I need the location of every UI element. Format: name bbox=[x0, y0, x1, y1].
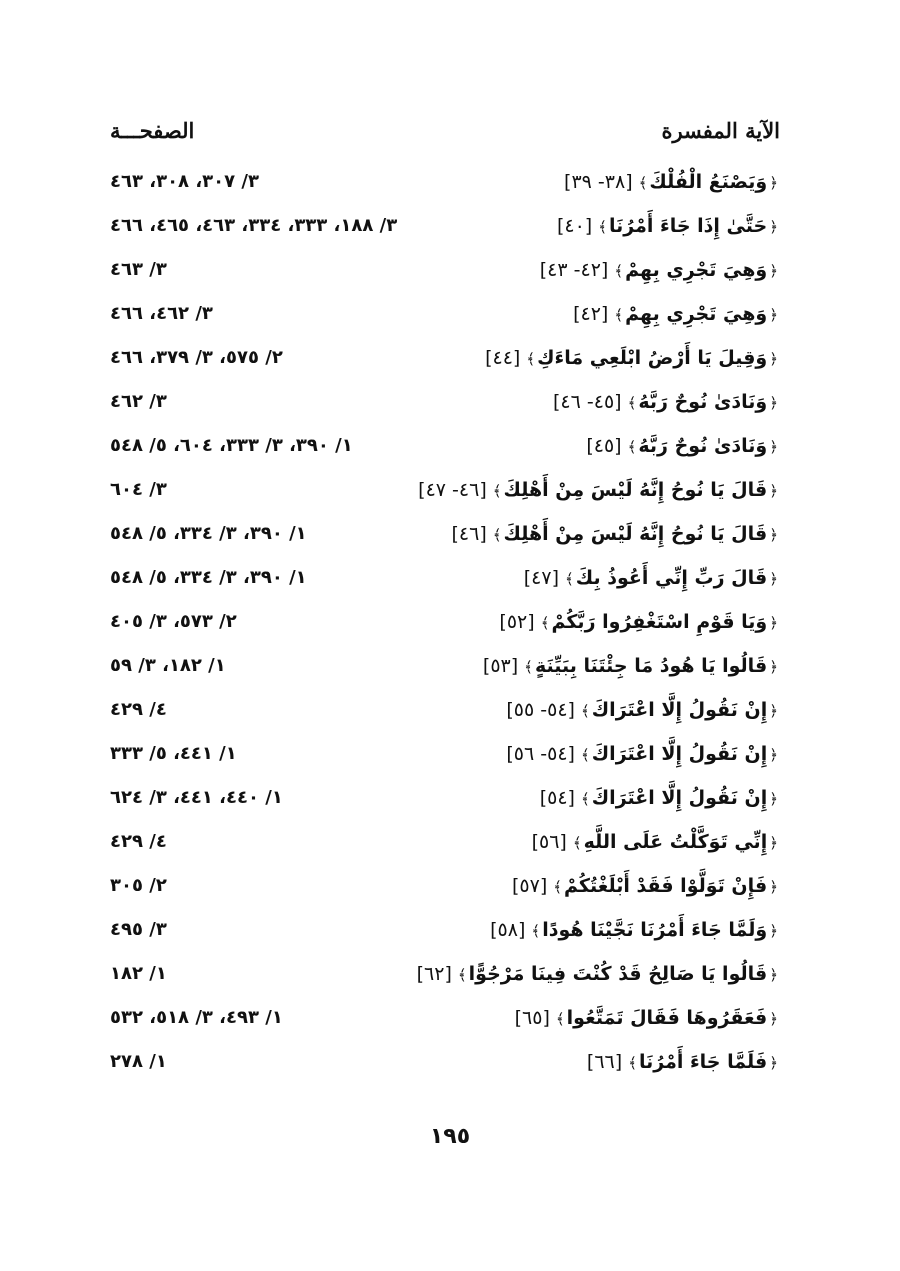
ornate-bracket-close: ﴾ bbox=[524, 658, 533, 676]
list-item bbox=[110, 600, 780, 644]
ornate-bracket-open: ﴿ bbox=[769, 394, 778, 412]
ornate-bracket-open: ﴿ bbox=[769, 966, 778, 984]
verse-entry bbox=[553, 380, 780, 425]
ornate-bracket-open: ﴿ bbox=[769, 658, 778, 676]
ornate-bracket-open: ﴿ bbox=[769, 438, 778, 456]
verse-entry bbox=[524, 556, 780, 601]
verse-entry bbox=[540, 776, 780, 821]
verse-reference: [٤٦] bbox=[451, 523, 487, 545]
list-item bbox=[110, 864, 780, 908]
table-header bbox=[110, 118, 780, 152]
ornate-bracket-open: ﴿ bbox=[769, 262, 778, 280]
verse-entry bbox=[506, 732, 780, 777]
list-item bbox=[110, 556, 780, 600]
page-references: ٢/ ٥٧٥، ٣/ ٣٧٩، ٤٦٦ bbox=[110, 347, 283, 368]
verse-reference: [٥٨] bbox=[490, 919, 526, 941]
page-references: ٣/ ٦٠٤ bbox=[110, 479, 167, 500]
header-verse-column: الآية المفسرة bbox=[661, 118, 780, 143]
verse-reference: [٥٣] bbox=[482, 655, 519, 677]
verse-entry bbox=[587, 1040, 780, 1085]
ornate-bracket-open: ﴿ bbox=[769, 746, 778, 764]
verse-text: قَالُوا يَا صَالِحُ قَدْ كُنْتَ فِينَا مَرْجُوًّا bbox=[468, 963, 768, 985]
ornate-bracket-close: ﴾ bbox=[492, 526, 502, 544]
ornate-bracket-open: ﴿ bbox=[769, 482, 778, 500]
verse-reference: [٦٦] bbox=[586, 1051, 623, 1073]
list-item bbox=[110, 380, 780, 424]
ornate-bracket-close: ﴾ bbox=[627, 438, 637, 456]
verse-reference: [٥٤] bbox=[539, 787, 575, 809]
ornate-bracket-open: ﴿ bbox=[769, 702, 778, 720]
page-references: ١/ ٤٤٠، ٤٤١، ٣/ ٦٢٤ bbox=[110, 787, 283, 808]
list-item bbox=[110, 732, 780, 776]
ornate-bracket-close: ﴾ bbox=[457, 966, 467, 984]
ornate-bracket-open: ﴿ bbox=[769, 834, 778, 852]
page-references: ٣/ ٣٠٧، ٣٠٨، ٤٦٣ bbox=[110, 171, 259, 192]
ornate-bracket-open: ﴿ bbox=[769, 790, 778, 808]
ornate-bracket-open: ﴿ bbox=[769, 922, 778, 940]
ornate-bracket-close: ﴾ bbox=[614, 306, 624, 324]
verse-text: إِنْ نَقُولُ إِلَّا اعْتَرَاكَ bbox=[591, 787, 768, 809]
verse-text: وَهِيَ تَجْرِي بِهِمْ bbox=[625, 259, 768, 281]
page-number: ١٩٥ bbox=[429, 1124, 471, 1149]
ornate-bracket-open: ﴿ bbox=[769, 350, 778, 368]
verse-reference: [٥٢] bbox=[499, 611, 535, 633]
verse-entry bbox=[417, 952, 780, 997]
ornate-bracket-close: ﴾ bbox=[531, 922, 541, 940]
verse-entry bbox=[532, 820, 780, 865]
list-item bbox=[110, 1040, 780, 1084]
verse-reference: [٥٤- ٥٥] bbox=[506, 699, 575, 721]
verse-entry bbox=[564, 160, 780, 205]
verse-entry bbox=[573, 292, 780, 337]
page-references: ١/ ٣٩٠، ٣/ ٣٣٣، ٦٠٤، ٥/ ٥٤٨ bbox=[110, 435, 353, 456]
ornate-bracket-close: ﴾ bbox=[555, 1010, 565, 1028]
page-references: ١/ ٤٤١، ٥/ ٣٣٣ bbox=[110, 743, 237, 764]
verse-text: إِنْ نَقُولُ إِلَّا اعْتَرَاكَ bbox=[591, 743, 768, 765]
ornate-bracket-close: ﴾ bbox=[565, 570, 574, 588]
verse-entry bbox=[490, 908, 780, 953]
list-item bbox=[110, 820, 780, 864]
ornate-bracket-open: ﴿ bbox=[769, 526, 778, 544]
header-page-column: الصفحـــة bbox=[110, 118, 195, 143]
ornate-bracket-close: ﴾ bbox=[540, 614, 550, 632]
verse-entry bbox=[586, 424, 780, 469]
ornate-bracket-close: ﴾ bbox=[580, 790, 590, 808]
ornate-bracket-close: ﴾ bbox=[572, 834, 582, 852]
ornate-bracket-close: ﴾ bbox=[526, 350, 536, 368]
verse-text: فَعَقَرُوهَا فَقَالَ تَمَتَّعُوا bbox=[566, 1007, 768, 1029]
verse-entry bbox=[557, 204, 780, 249]
verse-entry bbox=[451, 512, 780, 557]
verse-entry bbox=[499, 600, 780, 645]
ornate-bracket-close: ﴾ bbox=[614, 262, 624, 280]
ornate-bracket-open: ﴿ bbox=[769, 1010, 778, 1028]
ornate-bracket-close: ﴾ bbox=[553, 878, 563, 896]
verse-text: وَهِيَ تَجْرِي بِهِمْ bbox=[625, 303, 768, 325]
verse-reference: [٤٢- ٤٣] bbox=[539, 259, 609, 281]
ornate-bracket-open: ﴿ bbox=[769, 174, 778, 192]
list-item bbox=[110, 248, 780, 292]
list-item bbox=[110, 908, 780, 952]
ornate-bracket-open: ﴿ bbox=[769, 218, 778, 236]
page-references: ٤/ ٤٢٩ bbox=[110, 831, 167, 852]
verse-entry bbox=[506, 688, 780, 733]
verse-text: فَإِنْ تَوَلَّوْا فَقَدْ أَبْلَغْتُكُمْ bbox=[564, 875, 768, 897]
verse-reference: [٤٦- ٤٧] bbox=[418, 479, 487, 501]
verse-text: وَيَا قَوْمِ اسْتَغْفِرُوا رَبَّكُمْ bbox=[551, 611, 768, 633]
page-references: ٢/ ٥٧٣، ٣/ ٤٠٥ bbox=[110, 611, 237, 632]
verse-reference: [٤٠] bbox=[556, 215, 593, 237]
list-item bbox=[110, 468, 780, 512]
page-references: ٣/ ٤٦٣ bbox=[110, 259, 167, 280]
page-references: ١/ ٢٧٨ bbox=[110, 1051, 167, 1072]
ornate-bracket-close: ﴾ bbox=[580, 702, 590, 720]
list-item bbox=[110, 204, 780, 248]
list-item bbox=[110, 688, 780, 732]
verse-entry bbox=[515, 996, 780, 1041]
ornate-bracket-open: ﴿ bbox=[769, 614, 778, 632]
verse-reference: [٤٢] bbox=[573, 303, 609, 325]
page-references: ١/ ٣٩٠، ٣/ ٣٣٤، ٥/ ٥٤٨ bbox=[110, 567, 307, 588]
list-item bbox=[110, 336, 780, 380]
page-references: ٣/ ٤٦٢، ٤٦٦ bbox=[110, 303, 213, 324]
verse-entry bbox=[540, 248, 780, 293]
verse-reference: [٥٧] bbox=[511, 875, 548, 897]
verse-reference: [٤٧] bbox=[523, 567, 559, 589]
verse-reference: [٥٦] bbox=[531, 831, 567, 853]
list-item bbox=[110, 160, 780, 204]
page-references: ٣/ ١٨٨، ٣٣٣، ٣٣٤، ٤٦٣، ٤٦٥، ٤٦٦ bbox=[110, 215, 398, 236]
verse-text: قَالَ يَا نُوحُ إِنَّهُ لَيْسَ مِنْ أَهْلِكَ bbox=[503, 479, 768, 501]
verse-text: وَلَمَّا جَاءَ أَمْرُنَا نَجَّيْنَا هُودًا bbox=[542, 919, 768, 941]
verse-text: قَالُوا يَا هُودُ مَا جِئْتَنَا بِبَيِّنَةٍ bbox=[534, 655, 768, 677]
page-references: ١/ ١٨٢ bbox=[110, 963, 167, 984]
list-item bbox=[110, 512, 780, 556]
page-references: ١/ ١٨٢، ٣/ ٥٩ bbox=[110, 655, 226, 676]
verse-entry bbox=[418, 468, 780, 513]
verse-entry bbox=[483, 644, 780, 689]
verse-reference: [٦٢] bbox=[416, 963, 452, 985]
verse-entry bbox=[485, 336, 780, 381]
ornate-bracket-close: ﴾ bbox=[580, 746, 590, 764]
verse-text: وَيَصْنَعُ الْفُلْكَ bbox=[649, 171, 768, 193]
verse-reference: [٦٥] bbox=[514, 1007, 550, 1029]
verse-text: إِنْ نَقُولُ إِلَّا اعْتَرَاكَ bbox=[591, 699, 768, 721]
ornate-bracket-open: ﴿ bbox=[769, 1054, 778, 1072]
page-references: ٣/ ٤٦٢ bbox=[110, 391, 167, 412]
ornate-bracket-close: ﴾ bbox=[598, 218, 607, 236]
page-references: ٢/ ٣٠٥ bbox=[110, 875, 167, 896]
verse-text: وَنَادَىٰ نُوحٌ رَبَّهُ bbox=[638, 391, 768, 413]
page-references: ١/ ٣٩٠، ٣/ ٣٣٤، ٥/ ٥٤٨ bbox=[110, 523, 307, 544]
ornate-bracket-close: ﴾ bbox=[492, 482, 502, 500]
page-references: ٣/ ٤٩٥ bbox=[110, 919, 167, 940]
verse-text: حَتَّىٰ إِذَا جَاءَ أَمْرُنَا bbox=[609, 215, 768, 237]
ornate-bracket-close: ﴾ bbox=[628, 1054, 637, 1072]
list-item bbox=[110, 292, 780, 336]
verse-reference: [٣٨- ٣٩] bbox=[564, 171, 633, 193]
ornate-bracket-open: ﴿ bbox=[769, 878, 778, 896]
verse-text: فَلَمَّا جَاءَ أَمْرُنَا bbox=[638, 1051, 768, 1073]
page-references: ١/ ٤٩٣، ٣/ ٥١٨، ٥٣٢ bbox=[110, 1007, 283, 1028]
verse-text: قَالَ رَبِّ إِنِّي أَعُوذُ بِكَ bbox=[575, 567, 768, 589]
verse-index-list bbox=[110, 160, 780, 1084]
ornate-bracket-close: ﴾ bbox=[627, 394, 637, 412]
ornate-bracket-close: ﴾ bbox=[638, 174, 648, 192]
list-item bbox=[110, 996, 780, 1040]
ornate-bracket-open: ﴿ bbox=[769, 570, 778, 588]
verse-reference: [٤٤] bbox=[485, 347, 521, 369]
verse-reference: [٤٥- ٤٦] bbox=[553, 391, 622, 413]
list-item bbox=[110, 952, 780, 996]
verse-reference: [٥٤- ٥٦] bbox=[506, 743, 575, 765]
verse-text: وَقِيلَ يَا أَرْضُ ابْلَعِي مَاءَكِ bbox=[537, 347, 768, 369]
page-references: ٤/ ٤٢٩ bbox=[110, 699, 167, 720]
list-item bbox=[110, 776, 780, 820]
list-item bbox=[110, 424, 780, 468]
ornate-bracket-open: ﴿ bbox=[769, 306, 778, 324]
verse-text: قَالَ يَا نُوحُ إِنَّهُ لَيْسَ مِنْ أَهْلِكَ bbox=[503, 523, 768, 545]
list-item bbox=[110, 644, 780, 688]
verse-reference: [٤٥] bbox=[586, 435, 622, 457]
verse-text: إِنِّي تَوَكَّلْتُ عَلَى اللَّهِ bbox=[583, 831, 768, 853]
verse-entry bbox=[512, 864, 780, 909]
verse-text: وَنَادَىٰ نُوحٌ رَبَّهُ bbox=[638, 435, 768, 457]
